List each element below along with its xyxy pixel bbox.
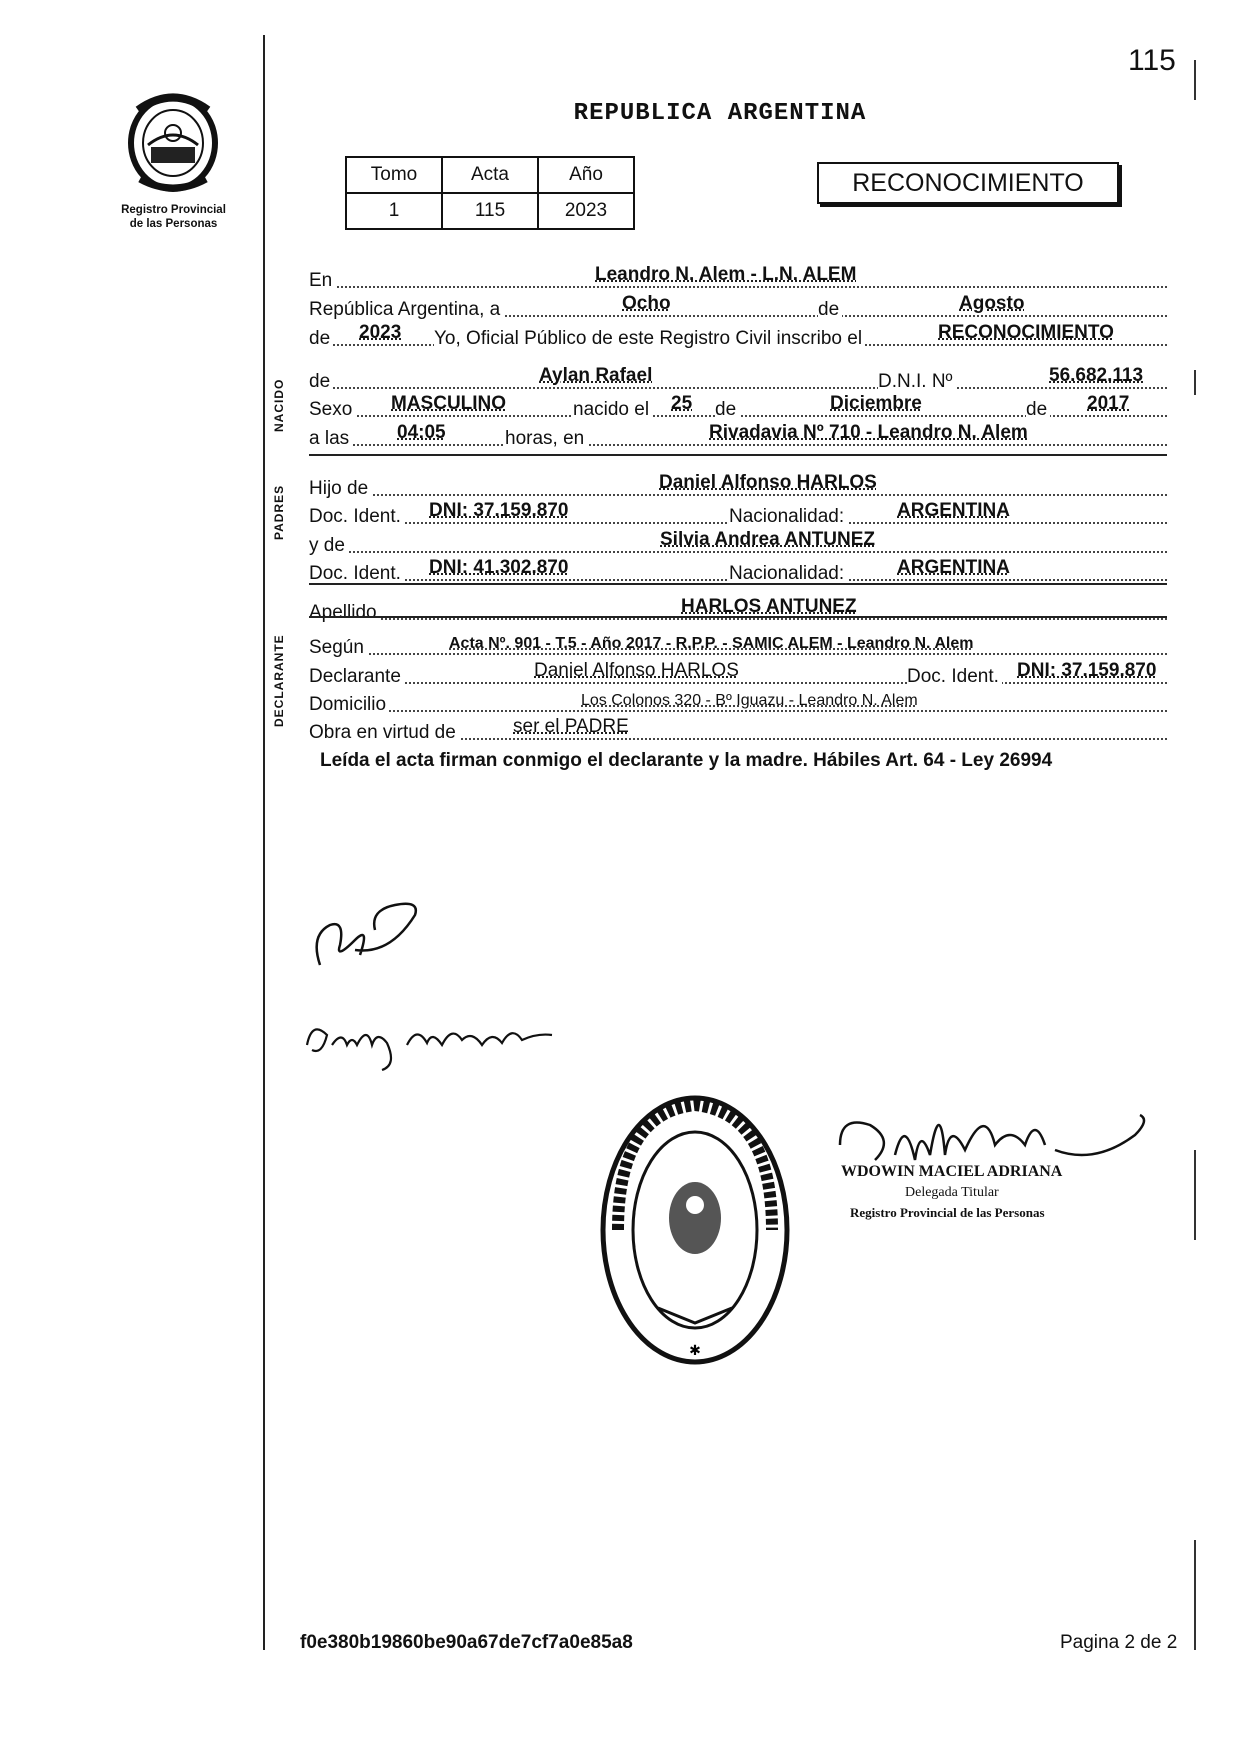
row-padre: Hijo de Daniel Alfonso HARLOS bbox=[309, 472, 1167, 496]
mother-signature bbox=[302, 1005, 562, 1075]
document-title: REPUBLICA ARGENTINA bbox=[573, 100, 867, 127]
right-margin-mark bbox=[1194, 1540, 1196, 1650]
right-margin-mark bbox=[1194, 60, 1196, 100]
section-divider bbox=[309, 583, 1167, 585]
side-label-nacido: NACIDO bbox=[272, 378, 286, 432]
side-label-padres: PADRES bbox=[272, 484, 286, 540]
side-label-declarante: DECLARANTE bbox=[272, 634, 286, 727]
row-madre-doc: Doc. Ident. DNI: 41.302.870 Nacionalidad: ARGENTINA bbox=[309, 557, 1167, 581]
section-divider bbox=[309, 454, 1167, 456]
row-padre-doc: Doc. Ident. DNI: 37.159.870 Nacionalidad: ARGENTINA bbox=[309, 500, 1167, 524]
row-obra: Obra en virtud de ser el PADRE bbox=[309, 716, 1167, 740]
delegation-seal bbox=[598, 1093, 793, 1368]
row-apellido: Apellido HARLOS ANTUNEZ bbox=[309, 596, 1167, 620]
value-acta: 115 bbox=[442, 193, 538, 229]
page-indicator: Pagina 2 de 2 bbox=[1060, 1632, 1178, 1653]
closing-note: Leída el acta firman conmigo el declarante y la madre. Hábiles Art. 64 - Ley 26994 bbox=[320, 750, 1053, 771]
official-name: WDOWIN MACIEL ADRIANA bbox=[841, 1163, 1063, 1180]
official-office: Registro Provincial de las Personas bbox=[850, 1205, 1045, 1220]
row-sexo-nacimiento: Sexo MASCULINO nacido el 25 de Diciembre de 2017 bbox=[309, 393, 1167, 417]
row-fecha: República Argentina, a Ocho de Agosto bbox=[309, 293, 1167, 317]
row-declarante: Declarante Daniel Alfonso HARLOS Doc. Ident. DNI: 37.159.870 bbox=[309, 660, 1167, 684]
row-hora-lugar: a las 04:05 horas, en Rivadavia Nº 710 - Leandro N. Alem bbox=[309, 422, 1167, 446]
row-madre: y de Silvia Andrea ANTUNEZ bbox=[309, 529, 1167, 553]
header-tomo: Tomo bbox=[346, 157, 442, 193]
svg-text:✱: ✱ bbox=[689, 1342, 701, 1358]
page-number: 115 bbox=[1128, 44, 1176, 77]
act-type-box: RECONOCIMIENTO bbox=[817, 162, 1119, 204]
row-nombre-dni: de Aylan Rafael D.N.I. Nº 56.682.113 bbox=[309, 365, 1167, 389]
row-anio-inscripcion: de 2023 Yo, Oficial Público de este Registro Civil inscribo el RECONOCIMIENTO bbox=[309, 322, 1167, 346]
right-margin-mark bbox=[1194, 1150, 1196, 1240]
registry-table bbox=[345, 156, 635, 230]
row-domicilio: Domicilio Los Colonos 320 - Bº Iguazu - Leandro N. Alem bbox=[309, 688, 1167, 712]
logo-caption: Registro Provincial de las Personas bbox=[121, 204, 226, 230]
header-acta: Acta bbox=[442, 157, 538, 193]
row-segun: Según Acta Nº. 901 - T.5 - Año 2017 - R.P.P. - SAMIC ALEM - Leandro N. Alem bbox=[309, 631, 1167, 655]
row-lugar-registro: En Leandro N. Alem - L.N. ALEM bbox=[309, 264, 1167, 288]
document-hash: f0e380b19860be90a67de7cf7a0e85a8 bbox=[300, 1632, 633, 1653]
left-margin-line bbox=[263, 35, 265, 1650]
official-role: Delegada Titular bbox=[905, 1185, 999, 1200]
declarant-signature bbox=[300, 885, 430, 980]
value-tomo: 1 bbox=[346, 193, 442, 229]
value-anio: 2023 bbox=[538, 193, 634, 229]
header-anio: Año bbox=[538, 157, 634, 193]
official-signature bbox=[835, 1085, 1155, 1175]
right-margin-mark bbox=[1194, 370, 1196, 395]
section-divider bbox=[309, 616, 1167, 618]
